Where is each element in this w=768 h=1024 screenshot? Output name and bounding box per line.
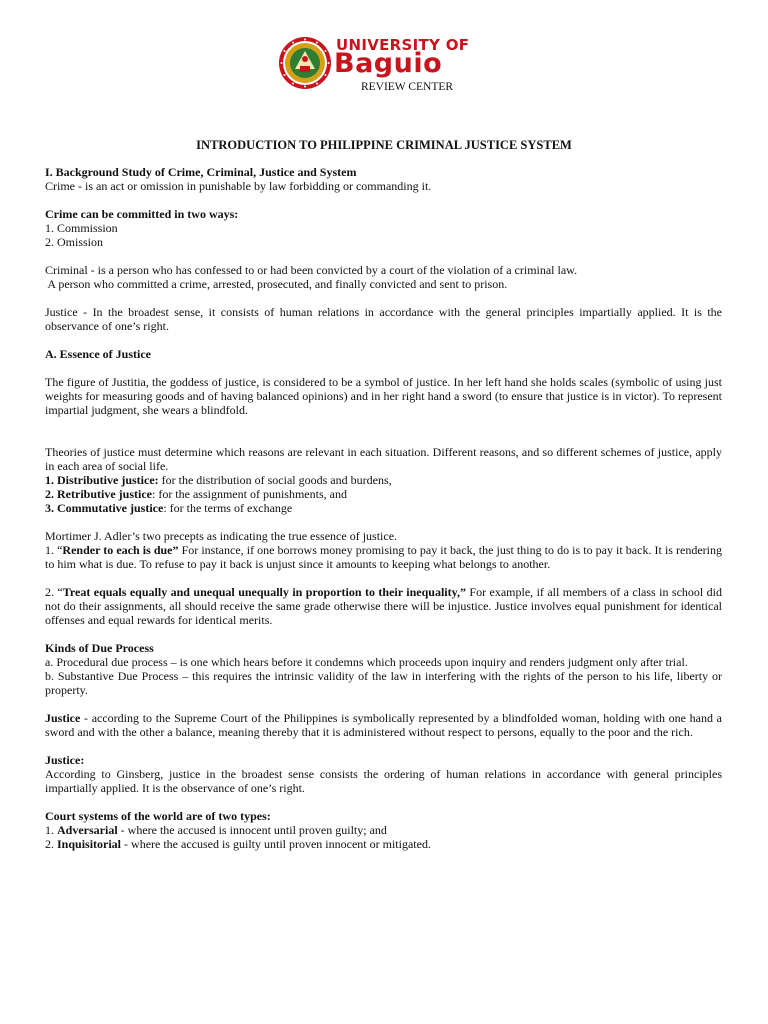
precept-title: Render to each is due” [62, 543, 179, 557]
list-item-text: - where the accused is innocent until proven guilty; and [117, 823, 387, 837]
theories-paragraph: Theories of justice must determine which reasons are relevant in each situation. Different reasons, and so different schemes of justice, apply in each area of social life. [45, 445, 722, 473]
precept-2 [45, 585, 722, 627]
precept-number: 1. “ [45, 543, 63, 557]
ways-heading-text: Crime can be committed in two ways: [45, 207, 239, 221]
section-heading [45, 165, 722, 179]
list-item-label: 3. Commutative justice [45, 501, 164, 515]
court-heading-text: Court systems of the world are of two types: [45, 809, 271, 823]
adler-intro: Mortimer J. Adler’s two precepts as indicating the true essence of justice. [45, 529, 398, 543]
crime-definition: Crime - is an act or omission in punishable by law forbidding or commanding it. [45, 179, 432, 193]
list-item-label: 2. Retributive justice [45, 487, 152, 501]
list-item-number: 1. [45, 823, 57, 837]
list-item [45, 487, 722, 501]
list-item-label: Adversarial [57, 823, 118, 837]
list-item [45, 823, 722, 837]
ways-heading [45, 207, 722, 221]
list-item-number: 2. [45, 837, 57, 851]
justice-ginsberg: According to Ginsberg, justice in the broadest sense consists the ordering of human relations in accordance with general principles impartially applied. It is the observance of one’s right. [45, 767, 722, 795]
list-item [45, 473, 722, 487]
document-body [45, 165, 722, 851]
section-heading-text: I. Background Study of Crime, Criminal, Justice and System [45, 165, 357, 179]
list-item: 2. Omission [45, 235, 104, 249]
justice-label: Justice [45, 711, 81, 725]
due-process-b: b. Substantive Due Process – this requires the intrinsic validity of the law in interfering with the rights of the person to his life, liberty or property. [45, 669, 722, 697]
precept-text: For example, if all members of a class in school did not do their assignments, all should receive the same grade otherwise there will be injustice. Justice involves equal punishment for identical offenses and equal rewards for identical merits. [45, 585, 723, 627]
list-item-text: for the distribution of social goods and burdens, [158, 473, 392, 487]
precept-title: Treat equals equally and unequal unequally in proportion to their inequality,” [62, 585, 466, 599]
list-item [45, 837, 722, 851]
list-item [45, 501, 722, 515]
list-item-text: : for the terms of exchange [163, 501, 293, 515]
review-center-label [278, 81, 508, 93]
criminal-definition-cont: A person who committed a crime, arrested, prosecuted, and finally convicted and sent to prison. [45, 277, 508, 291]
document-title: INTRODUCTION TO PHILIPPINE CRIMINAL JUSTICE SYSTEM [196, 138, 572, 152]
due-process-a: a. Procedural due process – is one which hears before it condemns which proceeds upon inquiry and renders judgment only after trial. [45, 655, 688, 669]
court-heading [45, 809, 722, 823]
list-item-label: Inquisitorial [57, 837, 122, 851]
justice-label: Justice: [45, 753, 85, 767]
essence-heading-text: A. Essence of Justice [45, 347, 151, 361]
list-item-text: - where the accused is guilty until proven innocent or mitigated. [121, 837, 431, 851]
due-process-heading-text: Kinds of Due Process [45, 641, 154, 655]
precept-text: For instance, if one borrows money promising to pay it back, the just thing to do is to pay it back. It is rendering to him what is due. To refuse to pay it back is unjust since it amounts to keeping what belongs to another. [45, 543, 723, 571]
university-name-top: UNIVERSITY OF [336, 36, 470, 54]
list-item-text: : for the assignment of punishments, and [151, 487, 347, 501]
university-name-main: Baguio [334, 48, 443, 79]
essence-heading [45, 347, 722, 361]
justice-ginsberg-heading [45, 753, 722, 767]
justice-supreme-court [45, 711, 722, 739]
criminal-definition: Criminal - is a person who has confessed to or had been convicted by a court of the violation of a criminal law. [45, 263, 578, 277]
list-item-label: 1. Distributive justice: [45, 473, 159, 487]
precept-number: 2. “ [45, 585, 63, 599]
justitia-paragraph: The figure of Justitia, the goddess of justice, is considered to be a symbol of justice. In her left hand she holds scales (symbolic of using just weights for measuring goods and of having balanced opinions) and in her right hand a sword (to ensure that justice is in victor). To represent impartial judgment, she wears a blindfold. [45, 375, 722, 417]
justice-definition: Justice - In the broadest sense, it consists of human relations in accordance with the general principles impartially applied. It is the observance of one’s right. [45, 305, 722, 333]
header [278, 36, 508, 98]
due-process-heading [45, 641, 722, 655]
precept-1 [45, 543, 722, 571]
review-center-text: REVIEW CENTER [360, 81, 454, 93]
list-item: 1. Commission [45, 221, 118, 235]
justice-text: - according to the Supreme Court of the Philippines is symbolically represented by a blindfolded woman, holding with one hand a sword and with the other a balance, meaning thereby that it is administered without respect to persons, equally to the poor and the rich. [45, 711, 722, 739]
